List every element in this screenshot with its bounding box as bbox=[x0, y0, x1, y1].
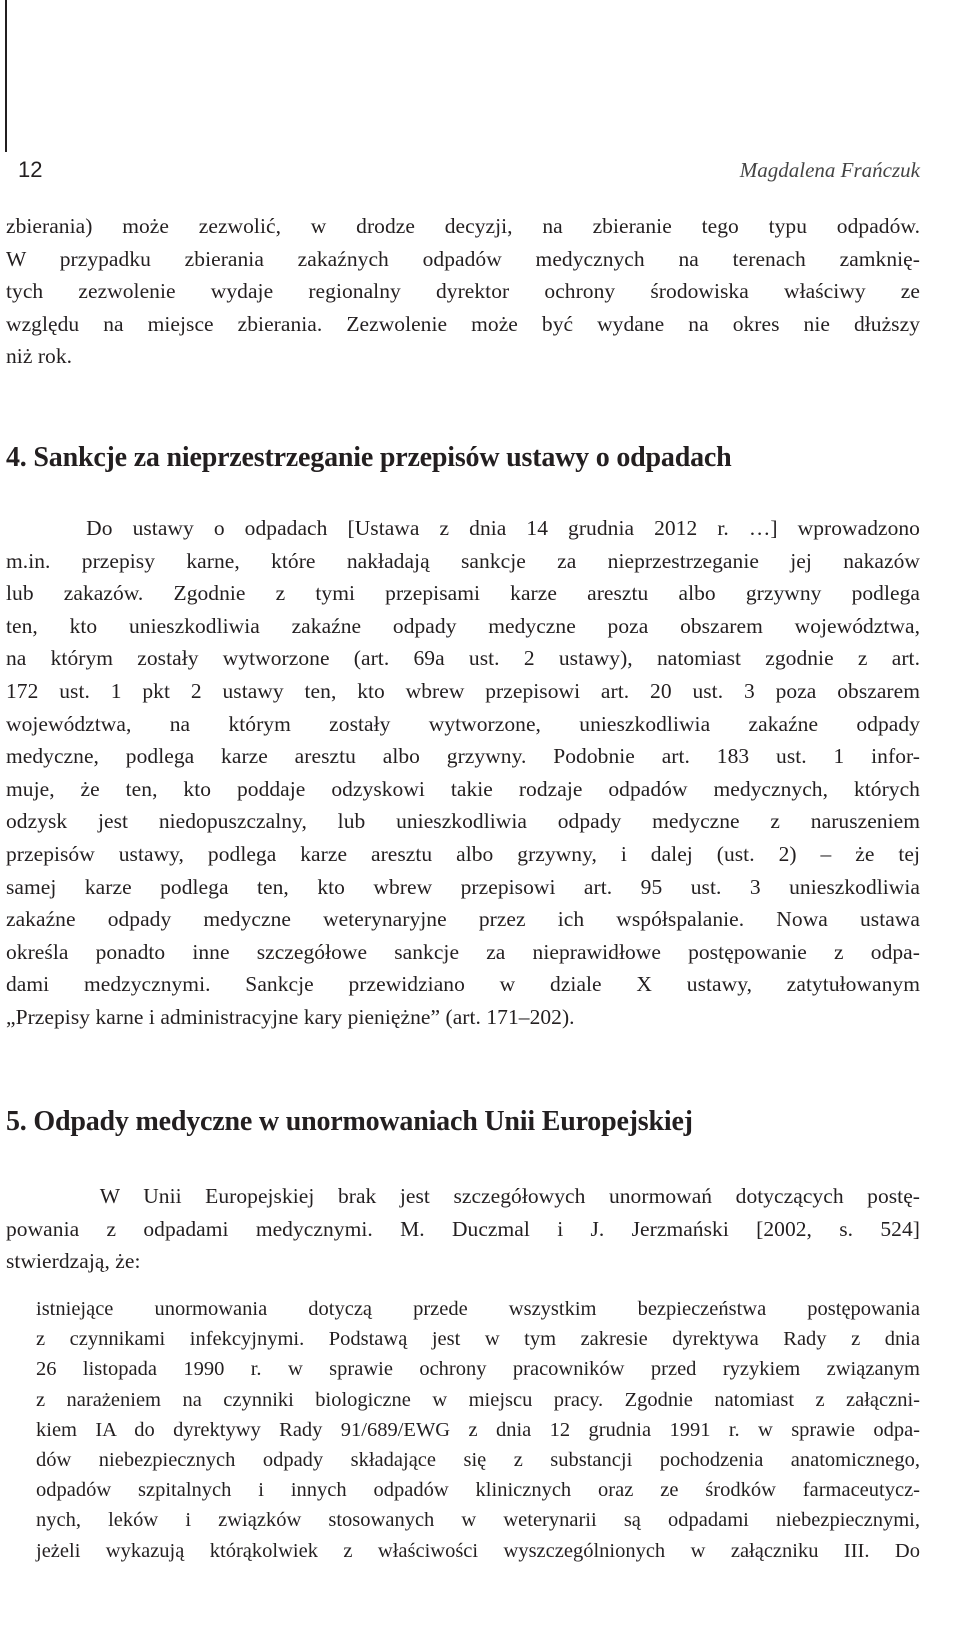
section-5-body bbox=[6, 1180, 920, 1278]
quote-line: nych, leków i związków stosowanych w weterynarii są odpadami niebezpiecznymi, bbox=[36, 1509, 920, 1532]
quote-line: z narażeniem na czynniki biologiczne w miejscu pracy. Zgodnie natomiast z załączni- bbox=[36, 1388, 920, 1411]
text-line: lub zakazów. Zgodnie z tymi przepisami karze aresztu albo grzywny podlega bbox=[6, 581, 920, 606]
text-line: niż rok. bbox=[6, 344, 73, 369]
running-head-author: Magdalena Frańczuk bbox=[739, 158, 920, 182]
text-line: dami medzycznymi. Sankcje przewidziano w dziale X ustawy, zatytułowanym bbox=[6, 972, 920, 997]
text-line: Do ustawy o odpadach [Ustawa z dnia 14 grudnia 2012 r. …] wprowadzono bbox=[6, 516, 920, 540]
text-line: „Przepisy karne i administracyjne kary pieniężne” (art. 171–202). bbox=[6, 1004, 575, 1029]
text-line: przepisów ustawy, podlega karze aresztu albo grzywny, i dalej (ust. 2) – że tej bbox=[6, 841, 920, 866]
text-line: 172 ust. 1 pkt 2 ustawy ten, kto wbrew przepisowi art. 20 ust. 3 poza obszarem bbox=[6, 678, 920, 703]
running-head bbox=[18, 156, 920, 186]
text-line: określa ponadto inne szczegółowe sankcje za nieprawidłowe postępowanie z odpa- bbox=[6, 939, 920, 964]
text-line: muje, że ten, kto poddaje odzyskowi takie rodzaje odpadów medycznych, których bbox=[6, 776, 920, 801]
text-line: samej karze podlega ten, kto wbrew przepisowi art. 95 ust. 3 unieszkodliwia bbox=[6, 874, 920, 899]
quote-line: kiem IA do dyrektywy Rady 91/689/EWG z dnia 12 grudnia 1991 r. w sprawie odpa- bbox=[36, 1418, 920, 1441]
quote-line: dów niebezpiecznych odpady składające się z substancji pochodzenia anatomicznego, bbox=[36, 1449, 920, 1472]
margin-rule bbox=[5, 0, 7, 152]
text-line: powania z odpadami medycznymi. M. Duczmal i J. Jerzmański [2002, s. 524] bbox=[6, 1216, 920, 1241]
block-quote bbox=[36, 1294, 920, 1566]
text-line: tych zezwolenie wydaje regionalny dyrektor ochrony środowiska właściwy ze bbox=[6, 279, 920, 304]
text-line: W Unii Europejskiej brak jest szczegółowych unormowań dotyczących postę- bbox=[6, 1184, 920, 1208]
section-heading-4: 4. Sankcje za nieprzestrzeganie przepisów ustawy o odpadach bbox=[6, 442, 732, 473]
quote-line: istniejące unormowania dotyczą przede wszystkim bezpieczeństwa postępowania bbox=[36, 1298, 920, 1320]
text-line: medyczne, podlega karze aresztu albo grzywny. Podobnie art. 183 ust. 1 infor- bbox=[6, 744, 920, 769]
text-line: względu na miejsce zbierania. Zezwolenie może być wydane na okres nie dłuższy bbox=[6, 311, 920, 336]
text-line: zbierania) może zezwolić, w drodze decyzji, na zbieranie tego typu odpadów. bbox=[6, 214, 920, 238]
text-line: stwierdzają, że: bbox=[6, 1249, 141, 1274]
quote-line: jeżeli wykazują którąkolwiek z właściwości wyszczególnionych w załączniku III. Do bbox=[36, 1539, 920, 1562]
text-line: zakaźne odpady medyczne weterynaryjne przez ich współspalanie. Nowa ustawa bbox=[6, 907, 920, 932]
page-number: 12 bbox=[18, 157, 43, 182]
quote-line: 26 listopada 1990 r. w sprawie ochrony pracowników przed ryzykiem związanym bbox=[36, 1358, 920, 1381]
quote-line: odpadów szpitalnych i innych odpadów klinicznych oraz ze środków farmaceutycz- bbox=[36, 1479, 920, 1502]
quote-line: z czynnikami infekcyjnymi. Podstawą jest w tym zakresie dyrektywa Rady z dnia bbox=[36, 1328, 920, 1351]
text-line: W przypadku zbierania zakaźnych odpadów medycznych na terenach zamknię- bbox=[6, 246, 920, 271]
section-heading-5: 5. Odpady medyczne w unormowaniach Unii Europejskiej bbox=[6, 1106, 693, 1137]
text-line: na którym zostały wytworzone (art. 69a ust. 2 ustawy), natomiast zgodnie z art. bbox=[6, 646, 920, 671]
section-4-body bbox=[6, 512, 920, 1034]
text-line: województwa, na którym zostały wytworzone, unieszkodliwia zakaźne odpady bbox=[6, 711, 920, 736]
paragraph-continued bbox=[6, 210, 920, 373]
text-line: m.in. przepisy karne, które nakładają sankcje za nieprzestrzeganie jej nakazów bbox=[6, 548, 920, 573]
text-line: odzysk jest niedopuszczalny, lub unieszkodliwia odpady medyczne z naruszeniem bbox=[6, 809, 920, 834]
text-line: ten, kto unieszkodliwia zakaźne odpady medyczne poza obszarem województwa, bbox=[6, 613, 920, 638]
